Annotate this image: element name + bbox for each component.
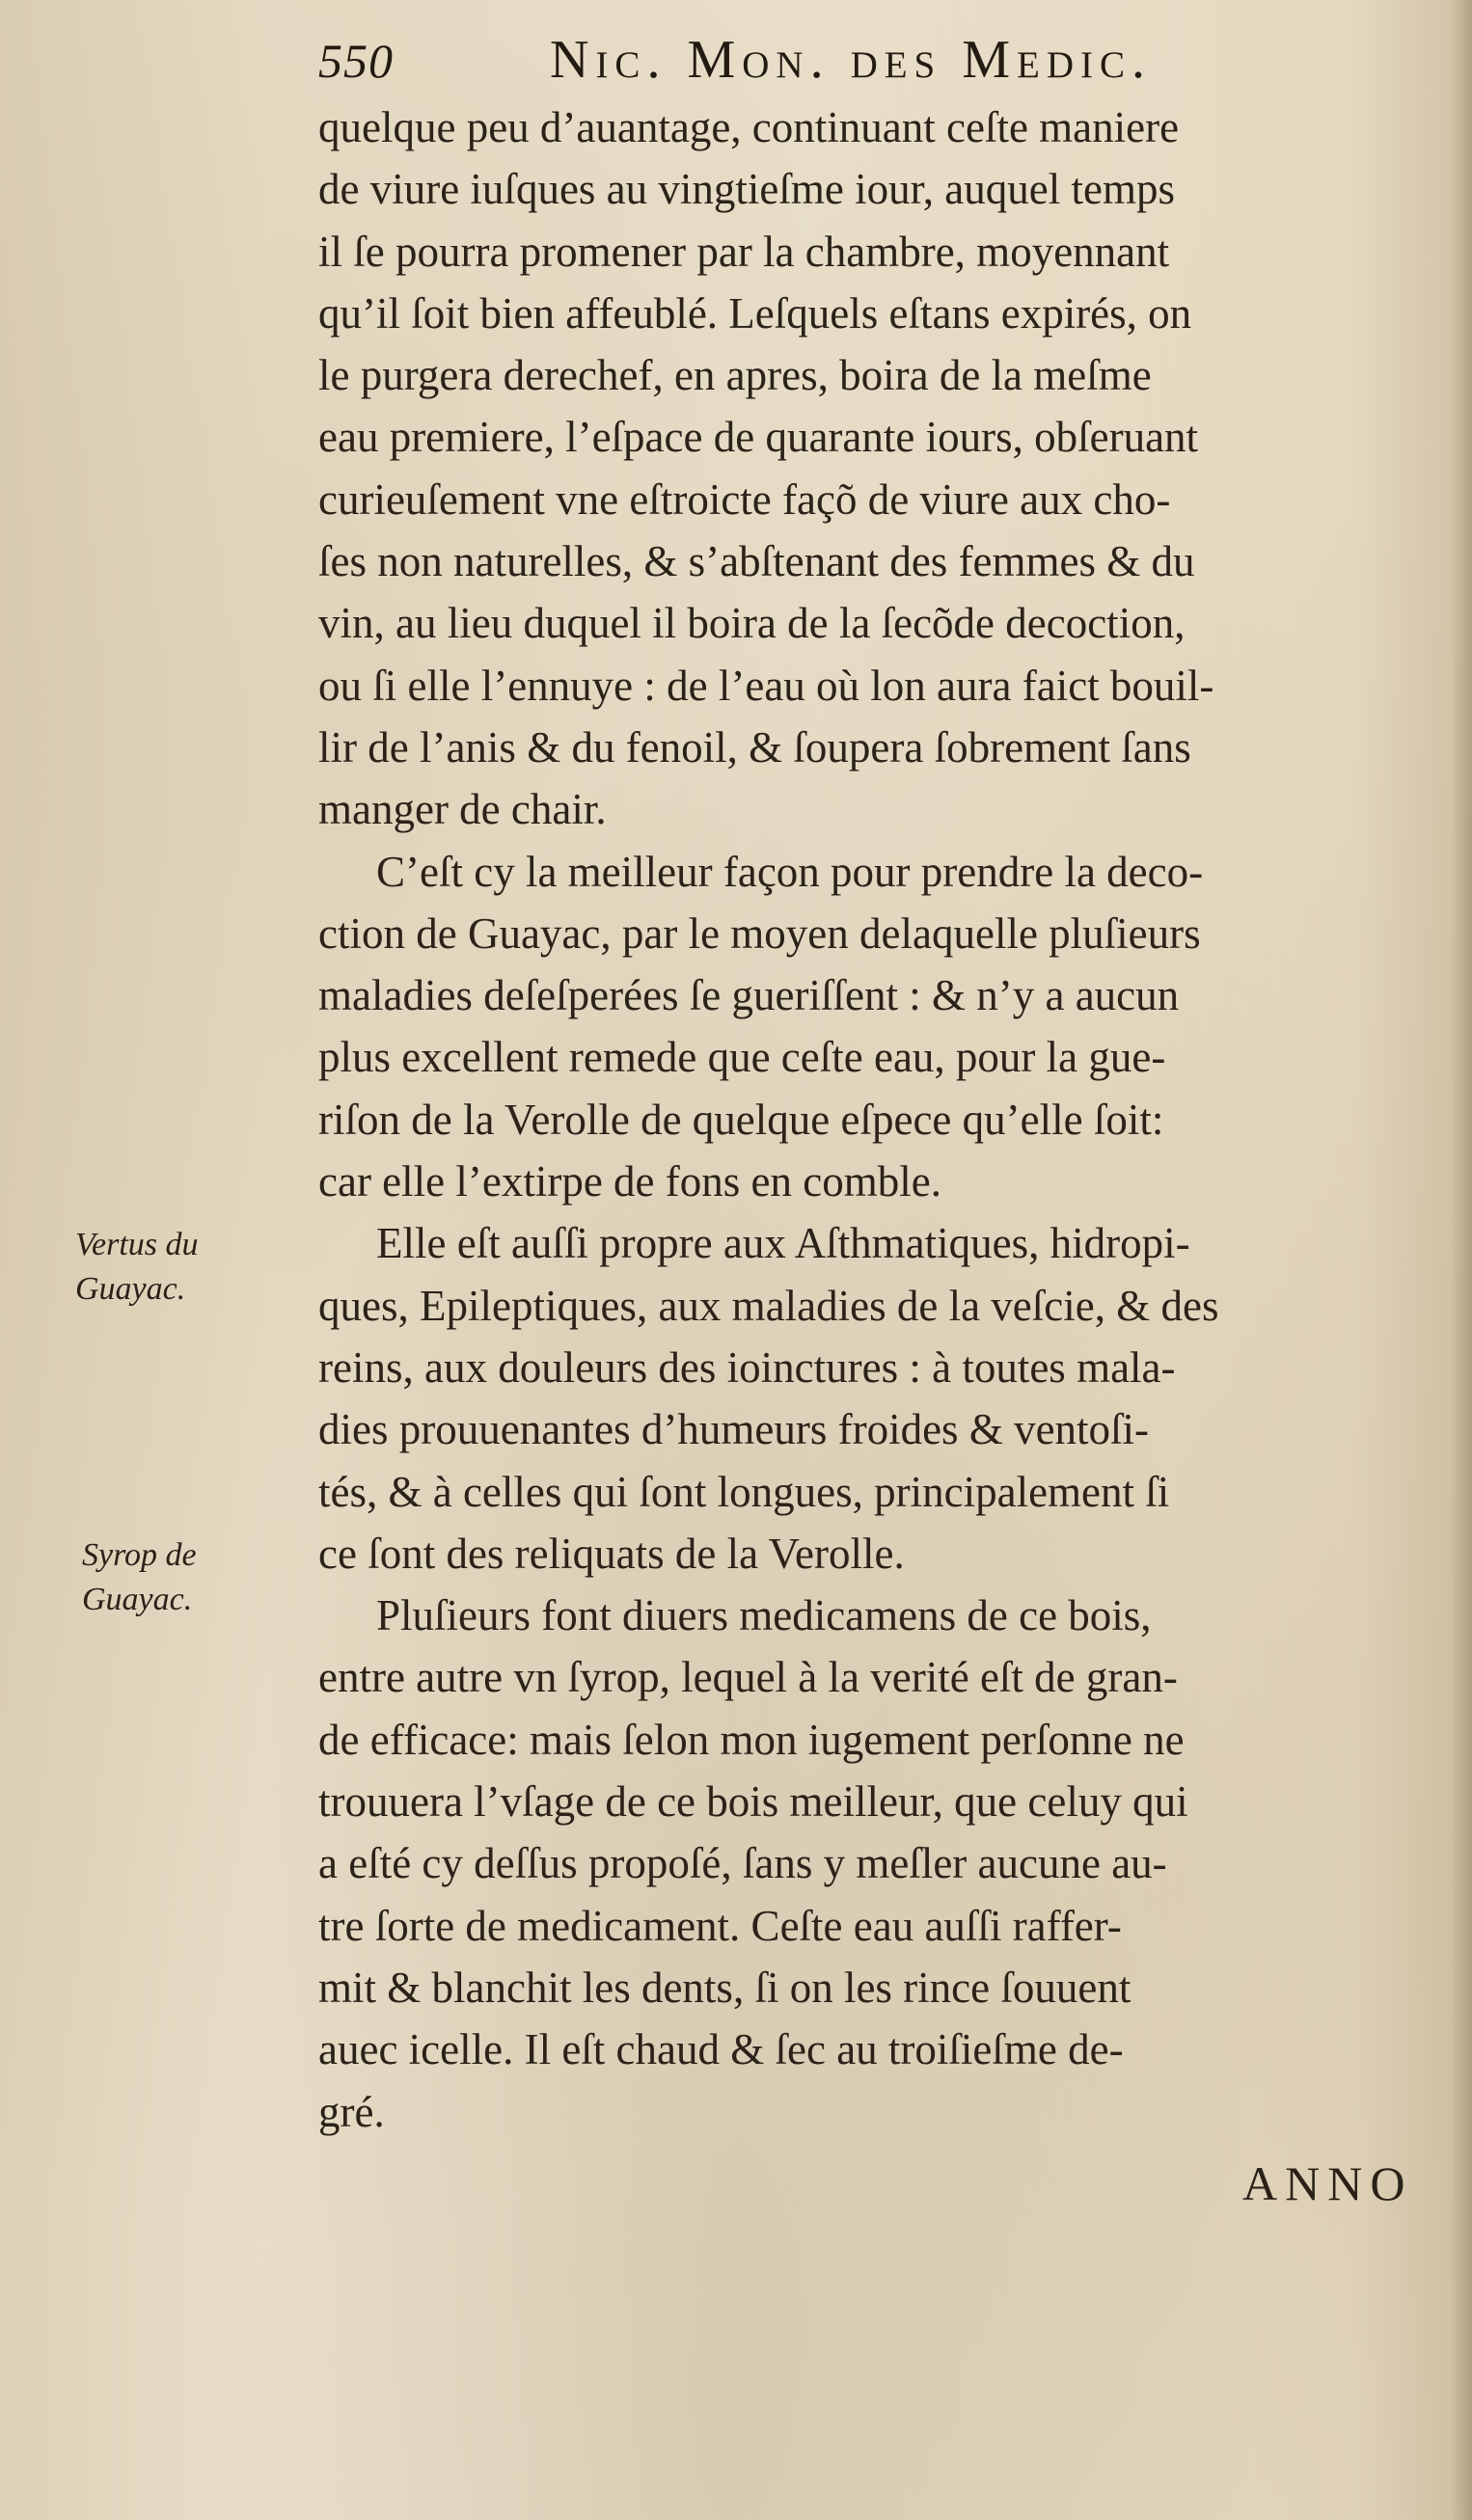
marginal-note-syrop [82,1533,304,1622]
text-line: ce ſont des reliquats de la Verolle. [318,1529,905,1578]
text-line: ques, Epileptiques, aux maladies de la veſcie, & des [318,1281,1219,1330]
text-line: reins, aux douleurs des ioinctures : à toutes mala- [318,1342,1176,1392]
text-line: il ſe pourra promener par la chambre, moyennant [318,227,1170,276]
text-line: vin, au lieu duquel il boira de la ſecõde decoction, [318,599,1186,648]
text-line: gré. [318,2087,385,2136]
running-title: Nic. Mon. des Medic. [550,30,1153,90]
text-line: riſon de la Verolle de quelque eſpece qu’elle ſoit: [318,1095,1164,1144]
main-text [318,96,1437,2143]
text-line: ou ſi elle l’ennuye : de l’eau où lon aura faict bouil- [318,661,1214,710]
page-header [318,29,1437,96]
text-line: C’eſt cy la meilleur façon pour prendre la deco- [376,847,1204,896]
text-line: ſes non naturelles, & s’abſtenant des femmes & du [318,537,1195,586]
text-line: mit & blanchit les dents, ſi on les rince ſouuent [318,1963,1131,2012]
text-line: de viure iuſques au vingtieſme iour, auquel temps [318,165,1175,214]
marginal-note-line: Guayac. [75,1271,186,1307]
text-line: car elle l’extirpe de fons en comble. [318,1157,941,1206]
page-number: 550 [318,34,394,88]
text-line: trouuera l’vſage de ce bois meilleur, que celuy qui [318,1777,1188,1827]
text-line: manger de chair. [318,785,607,834]
text-line: tre ſorte de medicament. Ceſte eau auſſi raffer- [318,1901,1122,1950]
text-line: entre autre vn ſyrop, lequel à la verité eſt de gran- [318,1653,1178,1702]
text-line: de efficace: mais ſelon mon iugement perſonne ne [318,1715,1185,1764]
marginal-note-line: Syrop de [82,1537,197,1573]
text-line: eau premiere, l’eſpace de quarante iours, obſeruant [318,413,1199,462]
text-line: auec icelle. Il eſt chaud & ſec au troiſieſme de- [318,2025,1124,2074]
text-line: dies prouuenantes d’humeurs froides & ventoſi- [318,1405,1150,1454]
text-line: tés, & à celles qui ſont longues, principalement ſi [318,1467,1170,1516]
text-line: Pluſieurs font diuers medicamens de ce bois, [376,1591,1152,1640]
catchword: ANNO [1242,2156,1413,2210]
text-line: quelque peu d’auantage, continuant ceſte maniere [318,103,1180,151]
text-line: qu’il ſoit bien affeublé. Leſquels eſtans expirés, on [318,288,1192,338]
marginal-note-line: Guayac. [82,1582,193,1617]
marginal-note-vertus [75,1223,297,1312]
text-line: lir de l’anis & du fenoil, & ſoupera ſobrement ſans [318,722,1191,772]
marginal-note-line: Vertus du [75,1227,199,1262]
text-line: a eſté cy deſſus propoſé, ſans y meſler aucune au- [318,1839,1167,1888]
page-edge-shadow [1451,0,1472,2520]
text-line: maladies deſeſperées ſe gueriſſent : & n’y a aucun [318,971,1180,1020]
text-line: ction de Guayac, par le moyen delaquelle pluſieurs [318,908,1201,958]
text-line: le purgera derechef, en apres, boira de la meſme [318,351,1152,400]
text-line: curieuſement vne eſtroicte façõ de viure aux cho- [318,474,1171,524]
text-line: Elle eſt auſſi propre aux Aſthmatiques, hidropi- [376,1219,1190,1268]
text-line: plus excellent remede que ceſte eau, pour la gue- [318,1033,1166,1082]
